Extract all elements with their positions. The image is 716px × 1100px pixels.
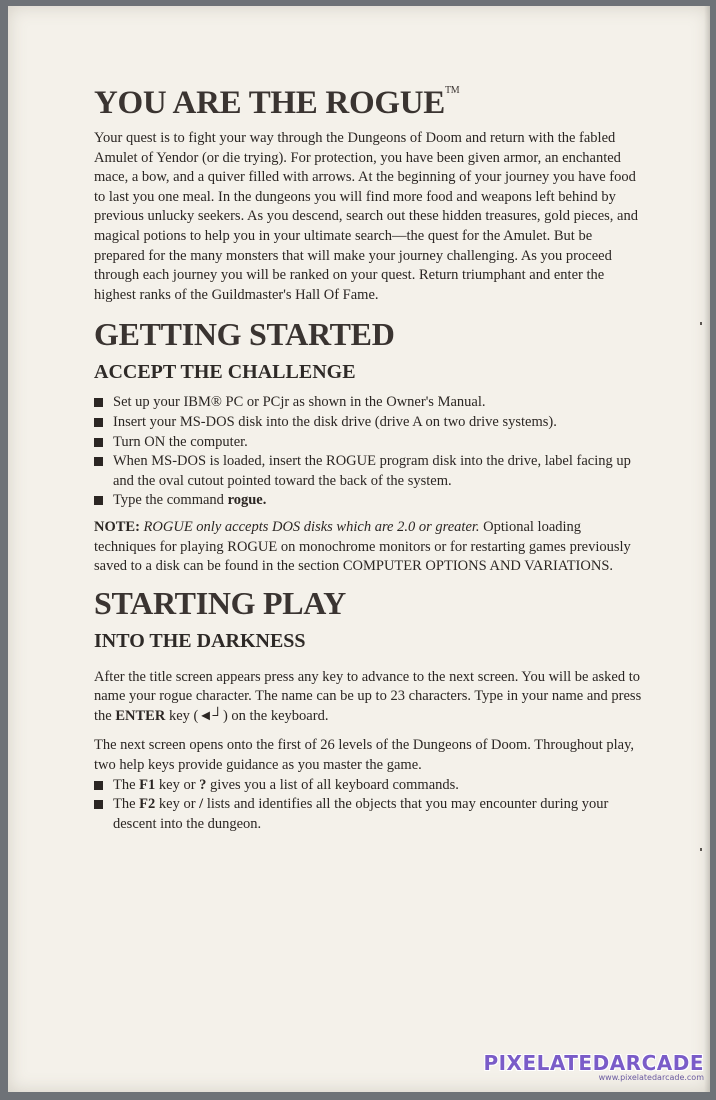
list-item <box>94 393 642 413</box>
bullet-square-icon <box>94 457 103 466</box>
note-label: NOTE: <box>94 518 140 535</box>
help-text: gives you a list of all keyboard commands. <box>206 776 459 793</box>
question-key-label: ? <box>199 776 207 793</box>
getting-started-heading: GETTING STARTED <box>94 316 395 353</box>
into-darkness-subheading: INTO THE DARKNESS <box>94 629 306 652</box>
list-item <box>94 452 642 491</box>
naming-paragraph <box>94 668 642 727</box>
step-text: Insert your MS-DOS disk into the disk drive (drive A on two drive systems). <box>113 413 557 430</box>
help-keys-list <box>94 776 642 835</box>
list-item <box>94 776 642 796</box>
page-edge-shadow <box>704 6 710 1092</box>
bullet-square-icon <box>94 800 103 809</box>
step-text: When MS-DOS is loaded, insert the ROGUE program disk into the drive, label facing up and the oval cutout pointed toward the back of the system. <box>113 453 631 489</box>
note-emphasis: ROGUE only accepts DOS disks which are 2.0 or greater. <box>143 518 480 535</box>
watermark <box>483 1051 704 1082</box>
staple-mark <box>700 322 702 325</box>
dungeon-paragraph: The next screen opens onto the first of 26 levels of the Dungeons of Doom. Throughout play, two help keys provide guidance as you master the game. <box>94 737 635 774</box>
page-content <box>94 72 642 834</box>
naming-text-end: key (◄┘) on the keyboard. <box>168 707 329 724</box>
help-text: key or <box>155 796 200 813</box>
f1-key-label: F1 <box>139 776 156 793</box>
note-text: Optional loading techniques for playing ROGUE on monochrome monitors or for restarting games previously saved to a disk can be found in the section COMPUTER OPTIONS AND VARIATIONS. <box>94 518 631 575</box>
bullet-square-icon <box>94 781 103 790</box>
step-text: Type the command <box>113 492 228 509</box>
help-text: key or <box>155 776 200 793</box>
help-text: The <box>113 776 140 793</box>
watermark-logo: PIXELATEDARCADE <box>483 1051 704 1075</box>
bullet-square-icon <box>94 496 103 505</box>
bullet-square-icon <box>94 438 103 447</box>
command-text: rogue. <box>227 492 267 509</box>
help-text: The <box>113 796 140 813</box>
help-text: lists and identifies all the objects that you may encounter during your descent into the dungeon. <box>113 796 609 832</box>
staple-mark <box>700 848 702 851</box>
bullet-square-icon <box>94 418 103 427</box>
page-title <box>94 72 642 122</box>
f2-key-label: F2 <box>139 796 156 813</box>
enter-key-label: ENTER <box>115 707 166 724</box>
title-text: YOU ARE THE ROGUE <box>94 85 445 121</box>
list-item <box>94 491 642 511</box>
watermark-url: www.pixelatedarcade.com <box>598 1073 704 1082</box>
bullet-square-icon <box>94 398 103 407</box>
step-text: Set up your IBM® PC or PCjr as shown in the Owner's Manual. <box>113 394 486 411</box>
slash-key-label: / <box>199 796 204 813</box>
intro-paragraph: Your quest is to fight your way through the Dungeons of Doom and return with the fabled Amulet of Yendor (or die trying). For protection, you have been given armor, an enchanted mace, a bow, and a quiver filled with arrows. At the beginning of your journey you have food to last you one meal. In the dungeons you will find more food and weapons left behind by previous unlucky seekers. As you descend, search out these hidden treasures, gold pieces, and magical potions to help you in your ultimate search—the quest for the Amulet. But be prepared for the many monsters that will make your journey challenging. As you proceed through each journey you will be ranked on your quest. Return triumphant and enter the highest ranks of the Guildmaster's Hall Of Fame. <box>94 130 638 303</box>
note-paragraph <box>94 518 642 577</box>
accept-challenge-subheading: ACCEPT THE CHALLENGE <box>94 361 356 384</box>
starting-play-heading: STARTING PLAY <box>94 584 346 621</box>
trademark-mark: TM <box>444 85 460 96</box>
setup-steps-list <box>94 393 642 511</box>
manual-page <box>8 6 710 1092</box>
list-item <box>94 795 642 834</box>
step-text: Turn ON the computer. <box>113 433 248 450</box>
list-item <box>94 413 642 433</box>
list-item <box>94 433 642 453</box>
naming-text: After the title screen appears press any key to advance to the next screen. You will be asked to name your rogue character. The name can be up to 23 characters. Type in your name and press the <box>94 668 642 724</box>
